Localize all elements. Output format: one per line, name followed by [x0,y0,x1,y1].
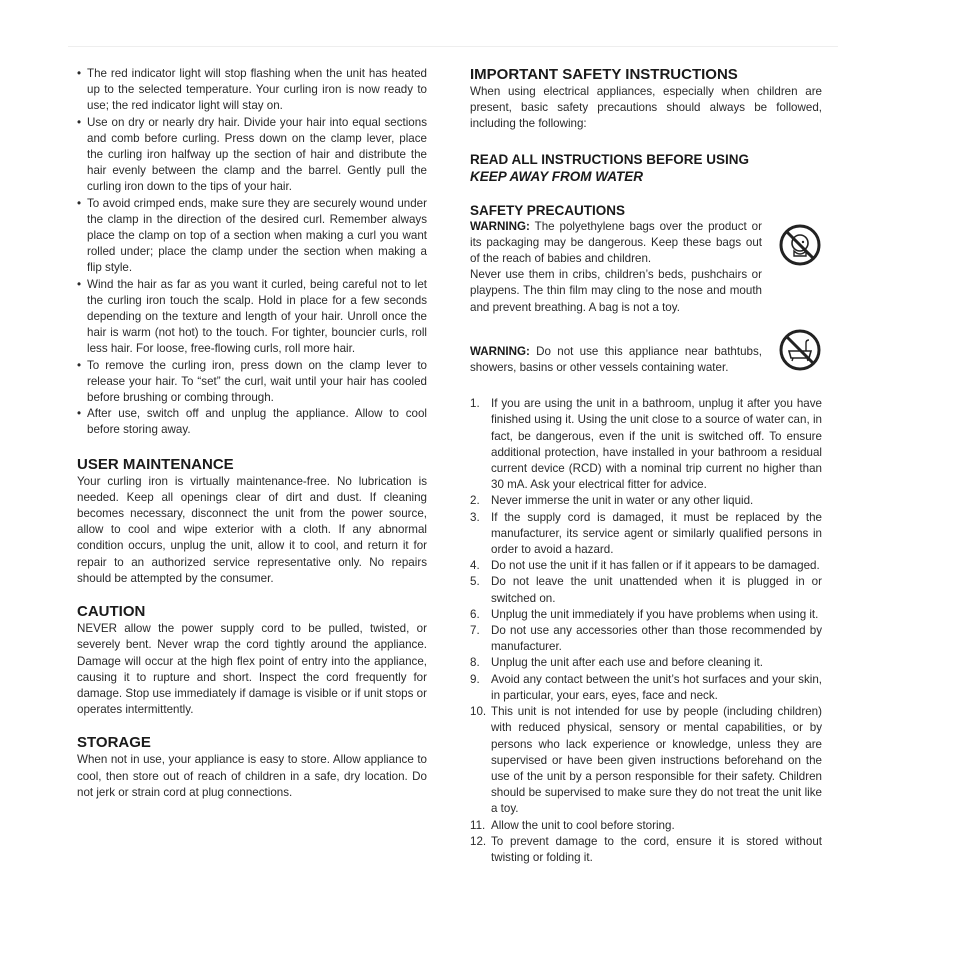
list-item: 6. Unplug the unit immediately if you have problems when using it. [470,607,819,621]
usage-bullet: • To remove the curling iron, press down on the clamp lever to release your hair. To “set” the curl, wait until your hair has cooled before brushing or combing through. [77,358,427,407]
list-item: 8. Unplug the unit after each use and before cleaning it. [470,656,763,670]
bag-warning-text-2: Never use them in cribs, children’s beds, pushchairs or playpens. The thin film may cling to the nose and mouth and prevent breathing. A bag is not a toy. [470,268,762,314]
list-item: 1. If you are using the unit in a bathroom, unplug it after you have finished using it. Using the unit close to a source of water can, in fact, be dangerous, even if the unit is switched off. To ensure additional protection, have installed in your bathroom a residual current device (RCD) with a nominal trip current no higher than 30 mA. Ask your electrical fitter for advice. [470,397,822,492]
usage-bullet: • The red indicator light will stop flashing when the unit has heated up to the selected temperature. Your curling iron is now ready to use; the red indicator light will stay on. [77,66,427,115]
no-bathtub-icon [778,328,822,372]
important-safety-heading: IMPORTANT SAFETY INSTRUCTIONS [470,66,738,83]
list-item: 5. Do not leave the unit unattended when it is plugged in or switched on. [470,575,822,605]
storage-text: When not in use, your appliance is easy to store. Allow appliance to cool, then store out of reach of children in a safe, dry location. Do not jerk or strain cord at plug connections. [77,753,427,799]
list-item: 7. Do not use any accessories other than those recommended by manufacturer. [470,624,822,654]
list-item: 2. Never immerse the unit in water or any other liquid. [470,494,754,508]
important-safety-text: When using electrical appliances, especially when children are present, basic safety precautions should always be followed, including the following: [470,85,822,131]
caution-text: NEVER allow the power supply cord to be pulled, twisted, or severely bent. Never wrap the cord tightly around the appliance. Damage will occur at the high flex point of entry into the appliance, causing it to rupture and short. Inspect the cord frequently for damage. Stop use immediately if damage is visible or if unit stops or operates intermittently. [77,622,427,717]
water-warning-body: Do not use this appliance near bathtubs, showers, basins or other vessels containing water. [470,344,762,375]
bag-warning-body: The polyethylene bags over the product or its packaging may be dangerous. Keep these bags out of the reach of babies and children. [470,219,762,266]
bag-warning [470,219,822,316]
list-item: 12. To prevent damage to the cord, ensure it is stored without twisting or folding it. [470,834,822,864]
safety-precautions-heading: SAFETY PRECAUTIONS [470,202,626,218]
list-item: 11. Allow the unit to cool before storing. [470,818,675,832]
usage-bullet: • Wind the hair as far as you want it curled, being careful not to let the curling iron touch the scalp. Hold in place for a few seconds depending on the texture and length of your hair. Unroll once the hair is warm (not hot) to the touch. For tighter, bouncier curls, roll less hair. For loose, free-flowing curls, roll more hair. [77,277,427,358]
safety-numbered-list [470,396,822,866]
caution-heading: CAUTION [77,603,146,621]
storage-heading: STORAGE [77,734,151,752]
water-warning-label: WARNING: [470,344,530,358]
usage-bullet: • To avoid crimped ends, make sure they are securely wound under the clamp in the direction of the desired curl. Remember always place the clamp on top of a section when making a curl you want rolled under; place the clamp under the section when making a flip style. [77,196,427,277]
usage-bullet: • Use on dry or nearly dry hair. Divide your hair into equal sections and comb before curling. Press down on the clamp lever, place the curling iron halfway up the section of hair and distribute the hair evenly between the clamp and the barrel. Gently pull the curling iron down to the tips of your hair. [77,115,427,196]
usage-bullet-list [77,66,427,439]
user-maintenance-text: Your curling iron is virtually maintenance-free. No lubrication is needed. Keep all openings clear of dirt and dust. If cleaning becomes necessary, disconnect the unit from the power source, allow to cool and wipe exterior with a cloth. If any abnormal condition occurs, unplug the unit, allow it to cool, and return it for repair to an authorized service representative only. No repairs should be attempted by the consumer. [77,474,427,585]
water-warning [470,328,822,376]
right-column [470,66,822,866]
bag-warning-label: WARNING: [470,219,530,233]
no-plastic-bag-suffocation-icon [778,223,822,267]
user-maintenance-heading: USER MAINTENANCE [77,455,234,473]
usage-bullet: • After use, switch off and unplug the appliance. Allow to cool before storing away. [77,406,427,438]
list-item: 10. This unit is not intended for use by people (including children) with reduced physical, sensory or mental capabilities, or by persons who lack experience or knowledge, unless they are supervised or have been given instructions beforehand on the use of the unit by a person responsible for their safety. Children should be supervised to make sure they do not treat the unit like a toy. [470,705,822,816]
left-column [77,66,427,801]
list-item: 4. Do not use the unit if it has fallen or if it appears to be damaged. [470,559,820,573]
keep-away-heading: KEEP AWAY FROM WATER [470,168,644,184]
read-all-heading: READ ALL INSTRUCTIONS BEFORE USING [470,151,750,167]
list-item: 3. If the supply cord is damaged, it must be replaced by the manufacturer, its service agent or similarly qualified persons in order to avoid a hazard. [470,510,822,557]
water-warning-text [470,344,762,376]
bag-warning-text [470,219,762,268]
list-item: 9. Avoid any contact between the unit’s hot surfaces and your skin, in particular, your ears, eyes, face and neck. [470,672,822,702]
page-top-rule [68,46,838,47]
